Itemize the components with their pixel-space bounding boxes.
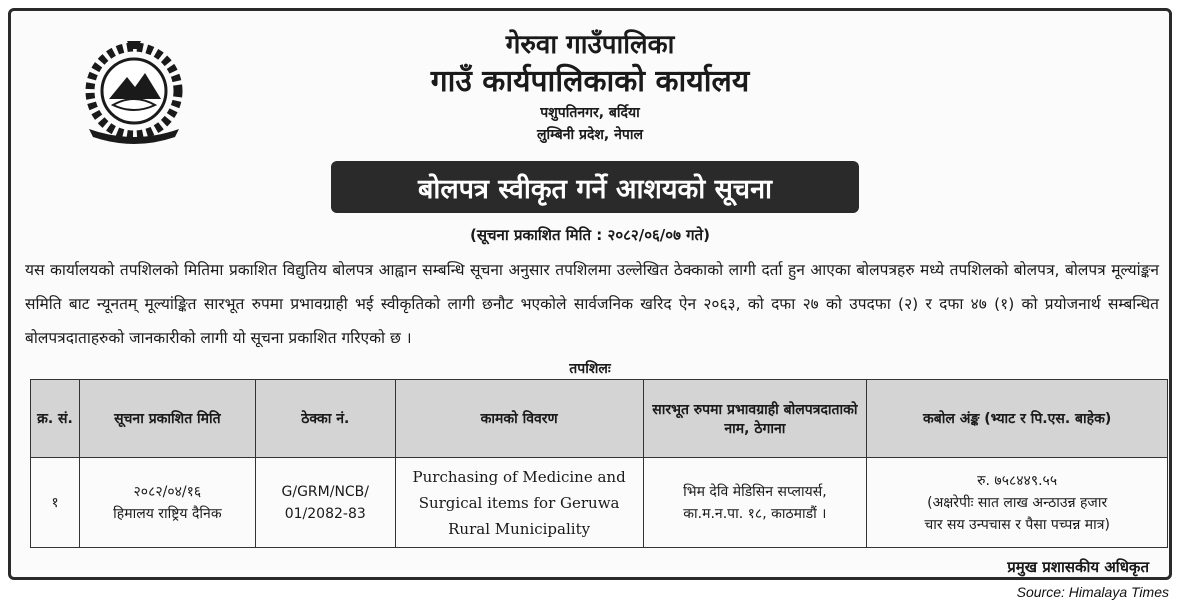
header-serial: क्र. सं. bbox=[31, 380, 80, 458]
amount-line2: (अक्षरेपीः सात लाख अन्ठाउन्न हजार bbox=[927, 494, 1108, 511]
amount-line1: रु. ७५८४४९.५५ bbox=[977, 472, 1058, 489]
header-work-description: कामको विवरण bbox=[395, 380, 643, 458]
signatory-title: प्रमुख प्रशासकीय अधिकृत bbox=[1007, 558, 1149, 576]
notice-title: बोलपत्र स्वीकृत गर्ने आशयको सूचना bbox=[331, 161, 859, 213]
table-row bbox=[31, 458, 1168, 548]
bidder-line2: का.म.न.पा. १८, काठमाडौं । bbox=[683, 505, 827, 522]
source-credit: Source: Himalaya Times bbox=[1016, 584, 1169, 600]
cell-bidder bbox=[643, 458, 867, 548]
date-value: २०८२/०४/१६ bbox=[133, 483, 202, 500]
org-name-line1: गेरुवा गाउँपालिका bbox=[505, 30, 675, 60]
work-line2: Surgical items for Geruwa bbox=[418, 493, 620, 512]
contract-line2: 01/2082-83 bbox=[284, 505, 366, 522]
cell-publish-date bbox=[79, 458, 255, 548]
org-name-line2: गाउँ कार्यपालिकाको कार्यालय bbox=[430, 64, 750, 99]
header-publish-date: सूचना प्रकाशित मिति bbox=[79, 380, 255, 458]
work-line1: Purchasing of Medicine and bbox=[412, 467, 626, 486]
cell-bid-amount bbox=[867, 458, 1168, 548]
cell-contract-no bbox=[255, 458, 395, 548]
publish-date: (सूचना प्रकाशित मिति : २०८२/०६/०७ गते) bbox=[470, 226, 710, 244]
notice-body: यस कार्यालयको तपशिलको मितिमा प्रकाशित विद्युतिय बोलपत्र आह्वान सम्बन्धि सूचना अनुसार तपशिलमा उल्लेखित ठेक्काको लागी दर्ता हुन आएका बोलपत्रहरु मध्ये तपशिलको बोलपत्र, बोलपत्र मूल्यांङ्कन समिति बाट न्यूनतम् मूल्यांङ्कित सारभूत रुपमा प्रभावग्राही भई स्वीकृतिको लागी छनौट भएकोले सार्वजनिक खरिद ऐन २०६३, को दफा २७ को उपदफा (२) र दफा ४७ (१) को प्रयोजनार्थ सम्बन्धित बोलपत्रदाताहरुको जानकारीको लागी यो सूचना प्रकाशित गरिएको छ । bbox=[25, 261, 1160, 347]
header-contract-no: ठेक्का नं. bbox=[255, 380, 395, 458]
cell-serial: १ bbox=[31, 458, 80, 548]
newspaper-name: हिमालय राष्ट्रिय दैनिक bbox=[113, 505, 222, 522]
details-heading: तपशिलः bbox=[569, 361, 611, 377]
address-line2: लुम्बिनी प्रदेश, नेपाल bbox=[537, 127, 643, 143]
amount-line3: चार सय उन्पचास र पैसा पच्पन्न मात्र) bbox=[924, 516, 1110, 533]
bidder-line1: भिम देवि मेडिसिन सप्लायर्स, bbox=[683, 483, 827, 500]
table-header-row bbox=[31, 380, 1168, 458]
address-line1: पशुपतिनगर, बर्दिया bbox=[540, 105, 640, 121]
header-bid-amount: कबोल अंङ्क (भ्याट र पि.एस. बाहेक) bbox=[867, 380, 1168, 458]
notice-frame bbox=[8, 8, 1172, 580]
contract-line1: G/GRM/NCB/ bbox=[281, 483, 370, 500]
work-line3: Rural Municipality bbox=[448, 519, 591, 538]
details-table bbox=[30, 379, 1168, 548]
header-bidder: सारभूत रुपमा प्रभावग्राही बोलपत्रदाताको नाम, ठेगाना bbox=[643, 380, 867, 458]
cell-work-description bbox=[395, 458, 643, 548]
